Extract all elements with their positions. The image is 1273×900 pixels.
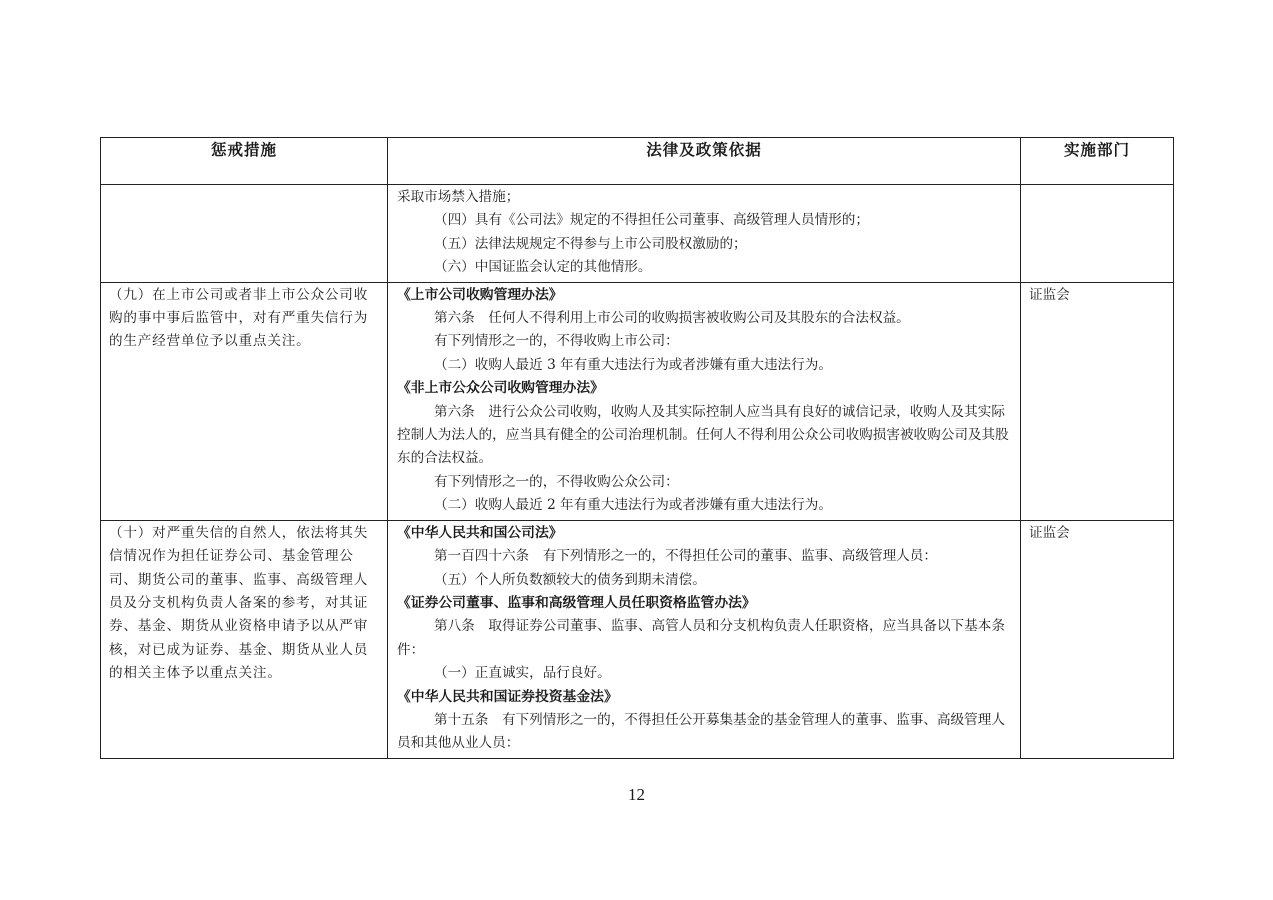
department-text: 证监会 xyxy=(1029,524,1070,541)
basis-line: （二）收购人最近 3 年有重大违法行为或者涉嫌有重大违法行为。 xyxy=(434,356,832,373)
measure-cell xyxy=(101,185,388,283)
measures-table xyxy=(100,137,1174,759)
basis-line: 第一百四十六条 有下列情形之一的，不得担任公司的董事、监事、高级管理人员： xyxy=(434,548,937,565)
basis-line: 第六条 任何人不得利用上市公司的收购损害被收购公司及其股东的合法权益。 xyxy=(434,310,910,327)
law-title: 《中华人民共和国公司法》 xyxy=(397,524,563,541)
table-row xyxy=(101,520,1174,758)
basis-paragraph: 第六条 进行公众公司收购，收购人及其实际控制人应当具有良好的诚信记录，收购人及其实际控制人为法人的，应当具有健全的公司治理机制。任何人不得利用公众公司收购损害被收购公司及其股东的合法权益。 xyxy=(397,403,1009,467)
table-row xyxy=(101,282,1174,520)
table-row xyxy=(101,185,1174,283)
department-cell xyxy=(1021,520,1174,758)
header-measures: 惩戒措施 xyxy=(101,138,388,185)
page-number: 12 xyxy=(628,785,645,804)
department-cell xyxy=(1021,185,1174,283)
basis-line: 采取市场禁入措施； xyxy=(397,189,520,205)
basis-line: （四）具有《公司法》规定的不得担任公司董事、高级管理人员情形的； xyxy=(434,212,869,229)
basis-line: （五）个人所负数额较大的债务到期未清偿。 xyxy=(434,571,706,588)
table-header-row xyxy=(101,138,1174,185)
basis-cell xyxy=(388,520,1021,758)
basis-line: 有下列情形之一的，不得收购公众公司： xyxy=(434,473,679,490)
basis-line: （一）正直诚实，品行良好。 xyxy=(434,665,611,682)
basis-line: （二）收购人最近 2 年有重大违法行为或者涉嫌有重大违法行为。 xyxy=(434,497,832,514)
law-title: 《上市公司收购管理办法》 xyxy=(397,286,563,303)
basis-cell xyxy=(388,282,1021,520)
header-legal-basis: 法律及政策依据 xyxy=(388,138,1021,185)
law-title: 《中华人民共和国证券投资基金法》 xyxy=(397,688,618,705)
department-text: 证监会 xyxy=(1029,286,1070,303)
basis-line: 有下列情形之一的，不得收购上市公司： xyxy=(434,333,679,350)
law-title: 《证券公司董事、监事和高级管理人员任职资格监管办法》 xyxy=(397,594,756,611)
department-cell xyxy=(1021,282,1174,520)
basis-line: （六）中国证监会认定的其他情形。 xyxy=(434,259,652,276)
basis-line: （五）法律法规规定不得参与上市公司股权激励的； xyxy=(434,235,747,252)
measure-text: （十）对严重失信的自然人，依法将其失信情况作为担任证券公司、基金管理公司、期货公司的董事、监事、高级管理人员及分支机构负责人备案的参考，对其证券、基金、期货从业资格申请予以从严审核，对已成为证券、基金、期货从业人员的相关主体予以重点关注。 xyxy=(109,524,369,682)
basis-paragraph: 第十五条 有下列情形之一的，不得担任公开募集基金的基金管理人的董事、监事、高级管理人员和其他从业人员： xyxy=(397,711,1005,752)
measure-cell xyxy=(101,282,388,520)
measure-text: （九）在上市公司或者非上市公众公司收购的事中事后监管中，对有严重失信行为的生产经营单位予以重点关注。 xyxy=(109,286,369,350)
measure-cell xyxy=(101,520,388,758)
basis-paragraph: 第八条 取得证券公司董事、监事、高管人员和分支机构负责人任职资格，应当具备以下基本条件： xyxy=(397,618,1005,658)
law-title: 《非上市公众公司收购管理办法》 xyxy=(397,380,604,397)
basis-cell xyxy=(388,185,1021,283)
header-department: 实施部门 xyxy=(1021,138,1174,185)
